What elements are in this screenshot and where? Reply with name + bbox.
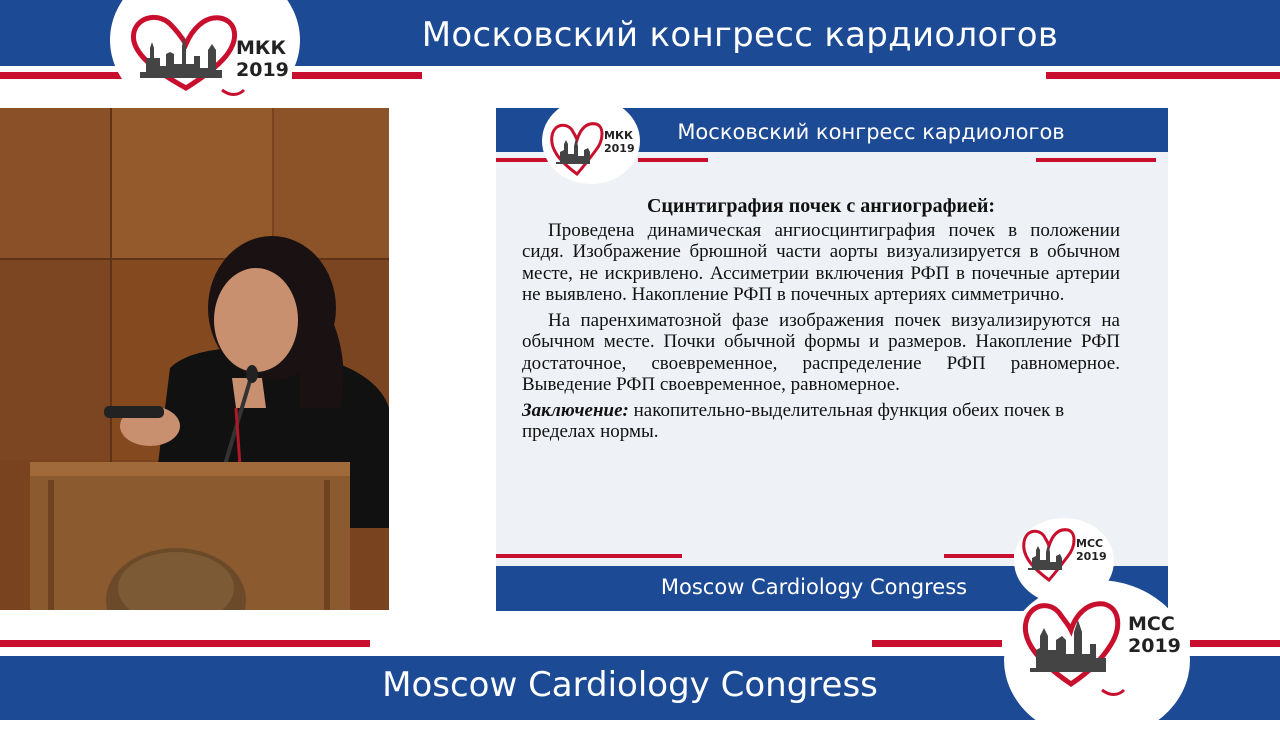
footer-heart-skyline-icon xyxy=(1016,588,1126,698)
slide-conclusion-text: накопительно-выделительная функция обеих почек в пределах нормы. xyxy=(522,399,1065,442)
slide-footer-title: Moscow Cardiology Congress xyxy=(660,575,968,599)
footer-red-stripe-right xyxy=(1190,640,1280,647)
slide-conclusion xyxy=(522,400,1120,443)
slide-header-logo xyxy=(542,108,640,184)
header-red-stripe-right xyxy=(1046,72,1280,79)
logo-abbreviation: МКК xyxy=(236,37,286,59)
slide-heart-skyline-icon xyxy=(548,116,606,182)
speaker-video-frame xyxy=(0,108,389,610)
speaker-video xyxy=(0,108,389,610)
congress-logo xyxy=(110,0,300,120)
slide-paragraph-2: На паренхиматозной фазе изображения почек визуализируются на обычном месте. Почки обычной формы и размеров. Накопление РФП достаточное, своевременное, распределение РФП равномерное. Выведение РФП своевременное, равномерное. xyxy=(522,309,1120,395)
slide-header-red-stripe-right xyxy=(1036,158,1156,162)
slide-conclusion-label: Заключение: xyxy=(522,399,629,421)
slide-logo-year: 2019 xyxy=(604,141,635,155)
presentation-slide xyxy=(496,108,1168,611)
slide-header-title: Московский конгресс кардиологов xyxy=(677,120,1065,144)
logo-year: 2019 xyxy=(236,58,289,81)
slide-body xyxy=(522,196,1120,447)
slide-footer-red-stripe-left xyxy=(496,554,682,558)
footer-title: Moscow Cardiology Congress xyxy=(382,665,878,705)
heart-skyline-icon xyxy=(126,8,246,98)
slide-logo-abbreviation: МКК xyxy=(604,129,633,142)
header-red-stripe-mid xyxy=(292,72,422,79)
footer-red-stripe-left xyxy=(0,640,370,647)
header-red-stripe-left xyxy=(0,72,122,79)
footer-logo-year: 2019 xyxy=(1128,634,1181,657)
footer-red-stripe-mid xyxy=(872,640,1002,647)
slide-header-red-stripe-left xyxy=(496,158,548,162)
slide-footer-red-stripe-mid xyxy=(944,554,1014,558)
slide-footer-heart-skyline-icon xyxy=(1020,522,1078,588)
slide-footer-logo-abbreviation: MCC xyxy=(1076,537,1104,550)
slide-paragraph-1: Проведена динамическая ангиосцинтиграфия почек в положении сидя. Изображение брюшной части аорты визуализируется в обычном месте, не искривлено. Ассиметрии включения РФП в почечные артерии не выявлено. Накопление РФП в почечных артериях симметрично. xyxy=(522,219,1120,305)
footer-logo-abbreviation: MCC xyxy=(1128,613,1175,635)
slide-heading: Сцинтиграфия почек с ангиографией: xyxy=(646,195,996,217)
slide-footer-logo-year: 2019 xyxy=(1076,549,1107,563)
header-title: Московский конгресс кардиологов xyxy=(421,15,1059,55)
congress-logo-footer xyxy=(1004,580,1190,740)
slide-header-red-stripe-mid xyxy=(638,158,708,162)
